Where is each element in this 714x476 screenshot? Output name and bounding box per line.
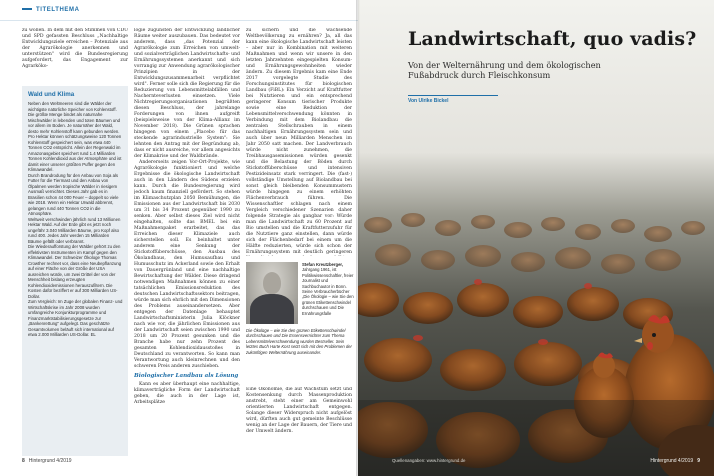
article-subheadline: Von der Welternährung und dem ökologischen Fußabdruck durch Fleischkonsum: [408, 60, 601, 80]
sidebar-box-forest-climate: [22, 86, 128, 456]
column-b: [134, 28, 240, 458]
page-number: 8: [22, 458, 25, 464]
author-photo-head: [263, 272, 281, 294]
article-headline: Landwirtschaft, quo vadis?: [408, 28, 697, 50]
author-photo: [246, 262, 298, 324]
page-number: 9: [697, 458, 700, 464]
sidebar-paragraph: Neben den Weltmeeren sind die Wälder der wichtigste natürliche Speicher von Kohlenstoff. Die größte Menge bindet als naturnahe Mischwälder in lebenden und toten Bäumen und vor allem im Boden. Je naturnäher der Wald, desto mehr Kohlenstoff kann gebunden werden.: [28, 101, 120, 134]
footer-right: [650, 458, 700, 464]
sidebar-paragraph: Weltweit verschwinden jährlich rund 13 Millionen Hektar Wald. Auf der Erde gibt es jetzt noch ungefähr 3.040 Milliarden Bäume, pro Kopf also rund 400. Jedes Jahr werden 15 Milliarden Bäume gefällt oder verbrannt.: [28, 216, 121, 244]
footer-left: [22, 458, 72, 464]
issue-label: Hintergrund 4/2019: [650, 458, 694, 464]
section-header: [0, 0, 358, 21]
sidebar-box-text: [28, 101, 123, 453]
author-photo-shoulders: [250, 294, 294, 324]
sidebar-paragraph: Die Wiederaufforstung der Wälder gehört zu den effektivsten Instrumenten im Kampf gegen den Klimawandel. Der Schweizer Ökologe Thomas Crowther rechnet vor, dass eine Neubepflanzung auf einer Fläche von der Größe der USA ausreichen würde, um zwei Drittel der von der Menschheit bislang erzeugten Kohlendioxidemissionen herauszufiltern. Die Kosten dafür beziffert er auf 300 Milliarden US-Dollar.: [28, 244, 122, 299]
article-byline: Von Ulrike Bickel: [408, 95, 498, 104]
sidebar-paragraph: Pro Hektar können schätzungsweise 120 Tonnen Kohlenstoff gespeichert sein, was etwa 440 Tonnen CO2 entspricht. Allein der Regenwald im Amazonasgebiet speichert rund 1.4 Milliarden Tonnen Kohlendioxid aus der Atmosphäre und ist damit einer unserer größten Puffer gegen den Klimawandel.: [28, 134, 122, 172]
right-page: [358, 0, 714, 476]
issue-label: Hintergrund 4/2019: [28, 458, 72, 464]
paragraph: Andererseits zeigen Vor-Ort-Projekte, wie Agrarökologie funktioniert und welche Ergebnisse die ökologische Landwirtschaft auch in den Ländern des Südens erzielen kann. Durch die Bundesregierung wird jedoch kaum finanziell gefördert. So stehen im Klimaschutzplan 2050 Bemühungen, die Emissionen aus der Landwirtschaft bis 2030 um 31 bis 34 Prozent gegenüber 1990 zu senken. Aber selbst dieses Ziel wird nicht eingehalten, sollte das BMEL bei ein Maßnahmenpaket erarbeitet, das das Erreichen dieser Klimaziele auch sicherstellen soll. Es beinhaltet unter anderem eine Senkung der Stickstoffüberschüsse, den Ausbau des Ökolandbaus, den Humusaufbau und Humusschutz im Ackerland sowie den Erhalt von Dauergrünland und eine nachhaltige Bewirtschaftung der Wälder. Diese dringend notwendigen Maßnahmen können zu einer tatsächlichen Emissionsreduktion des deutschen Landwirtschaftssektors beitragen, würde man sich ehrlich mit den Dimensionen des Problems auseinandersetzen. Aber entgegen der Datenlage behauptet Landwirtschaftsministerin Julia Klöckner nach wie vor, die jährlichen Emissionen aus der Landwirtschaft seien zwischen 1990 und 2018 um 20 Prozent gesunken und die Branche habe nur zehn Prozent des gesamten Kohlendioxidausstoßes in Deutschland zu verantworten. So kann man Verantwortung auch kleinrechnen und den schweren Preis anderen zuschieben.: [134, 160, 240, 369]
paragraph: logie zugunsten der Entwicklung ländlicher Räume weiter auszubauen. Das bedeutet vor anderem, dass „das Potenzial der Agrarökologie zum Erreichen von umwelt- und sozialverträglichen Landwirtschafts- und Ernährungssystemen anerkannt und sich vorrangig zur Anwendung agrarökologischer Prinzipien in der Entwicklungszusammenarbeit verpflichtet wird". Ferner solle sich die Regierung für die Reduzierung von Lebensmittelabfällen und Nachernteverlusten einsetzen. Viele Nichtregierungsorganisationen begrüßten diesen Beschluss, der jahrelange Forderungen von ihnen aufgreift (beispielsweise von der Klima-Allianz im November 2018). Die Grünen sprachen hingegen von einem „Placebo für das steckende agrarindustrielle System": Sie lehnten den Antrag mit der Begründung ab, dass er nicht ausreiche, vor allem angesichts der Klimakrise und der Waldbrände.: [134, 28, 240, 159]
author-bio: [302, 262, 354, 324]
paragraph: Kann es aber überhaupt eine nachhaltige, klimaverträgliche Form der Landwirtschaft geben, die auch in der Lage ist, Arbeitsplätze: [134, 382, 240, 405]
column-c-bottom: [246, 387, 352, 451]
sidebar-paragraph: Durch Brandrodung für den Anbau von Soja als Futter für die Tiermast und den Anbau von Ölpalmen werden tropische Wälder in riesigem Ausmaß vernichtet. Dieses Jahr gab es in Brasilien schon 44 000 Feuer – doppelt so viele wie 2018. Wenn ein Hektar Urwald abbrennt, gelangen rund 440 Tonnen CO2 in die Atmosphäre.: [28, 172, 119, 216]
author-name: Stefan Kreutzberger,: [302, 262, 343, 267]
page-gutter: [356, 0, 360, 476]
sources-credit: Quellenangaben: www.hintergrund.de: [392, 458, 466, 463]
author-note: Die Ökolüge – wie Sie den grünen Etikettenschwindel durchschauen und Die Essensvernichter zum Thema Lebensmittelverschwendung wurden Bestseller. Sein letztes Buch Harte Kost setzt sich mit den Problemen der zukünftigen Welternährung auseinander.: [246, 328, 352, 355]
sidebar-paragraph: Zum Vergleich: Im Zuge der globalen Finanz- und Wirtschaftskrise im Jahr 2008 wurden umfangreiche Konjunkturprogramme und Finanzmarktstabilisierungsgesetze zur „Bankenrettung" aufgelegt. Das geschätzte Gesamtvolumen beläuft sich international auf etwa 2.000 Milliarden US-Dollar. EL: [28, 299, 123, 337]
paragraph: Eine Ökonomie, die auf Wachstum setzt und Kostensenkung durch Massenproduktion anstrebt, steht einer am Gemeinwohl orientierten Landwirtschaft entgegen. Solange dieser Widerspruch nicht aufgelöst wird, dürften auch gut gemeinte Beschlüsse wenig an der Lage der Bauern, der Tiere und der Umwelt ändern.: [246, 387, 352, 434]
column-c: [246, 28, 352, 256]
subheading: Biologischer Landbau als Lösung: [134, 373, 239, 379]
paragraph: zu sichern und die wachsende Weltbevölkerung zu ernähren? Ja, all das kann eine ökologische Landwirtschaft leisten – aber nur in Kombination mit weiteren Maßnahmen und wenn wir unsere in den letzten Jahrzehnten eingespielten Konsum- und Ernährungsgewohnheiten wieder ändern. Zu diesem Ergebnis kam eine Ende 2017 vorgelegte Studie des Forschungsinstitutes für biologischen Landbau (FiBL): Ein Verzicht auf Kraftfutter bei Nutztieren und ein entsprechend geringerer Konsum tierischer Produkte sowie eine Reduktion der Lebensmittelverschwendung könnten in Verbindung mit dem Biolandbau die zentralen Stellschrauben in einem nachhaltigen Ernährungssystem sein und auch über neun Milliarden Menschen im Jahr 2050 satt machen. Der Landverbrauch würde nicht zunehmen, die Treibhausgasemissionen würden gesenkt und die Belastung der Böden durch Stickstoffüberschüsse und intensiven Pestizideinsatz stark verringert. Die (fast-) vollständige Umstellung auf Biolandbau bei sonst gleich bleibenden Konsummustern würde hingegen zu einem erhöhten Flächenverbrauch führen. Die Wissenschaftler schlagen nach einem Vergleich verschiedener Szenarien daher folgende Strategie als gangbar vor: Würde man die Landwirtschaft zu 60 Prozent auf Bio umstellen und die Kraftfutterzufuhr für die Nutztiere ganz einstellen, dann würde sich der Flächenbedarf bei einem um die Hälfte reduzierten, würde sich schon der Ernährungssystem mit deutlich geringeren: [246, 28, 352, 255]
paragraph: zu wollen. In dem mit den Stimmen von CDU und SPD gefassten Beschluss „Nachhaltige Entwicklungsziele erreichen – Potenziale aus der Agrarökologie anerkennen und unterstützen" wird die Bundesregierung aufgefordert, das Engagement zur Agrarköko-: [22, 28, 128, 69]
author-bio-text: Jahrgang 1961, ist Politikwissenschaftler, freier Journalist und Sachbuchautor in Bonn. Seine Verbraucherbücher „Die Ökologie – wie Sie den grünen Etikettenschwindel durchschauen und Die Ernährungsfalle: [302, 267, 354, 316]
sidebar-box-title: Wald und Klima: [28, 91, 75, 98]
section-label: TITELTHEMA: [22, 7, 80, 13]
column-a-intro: [22, 28, 128, 80]
